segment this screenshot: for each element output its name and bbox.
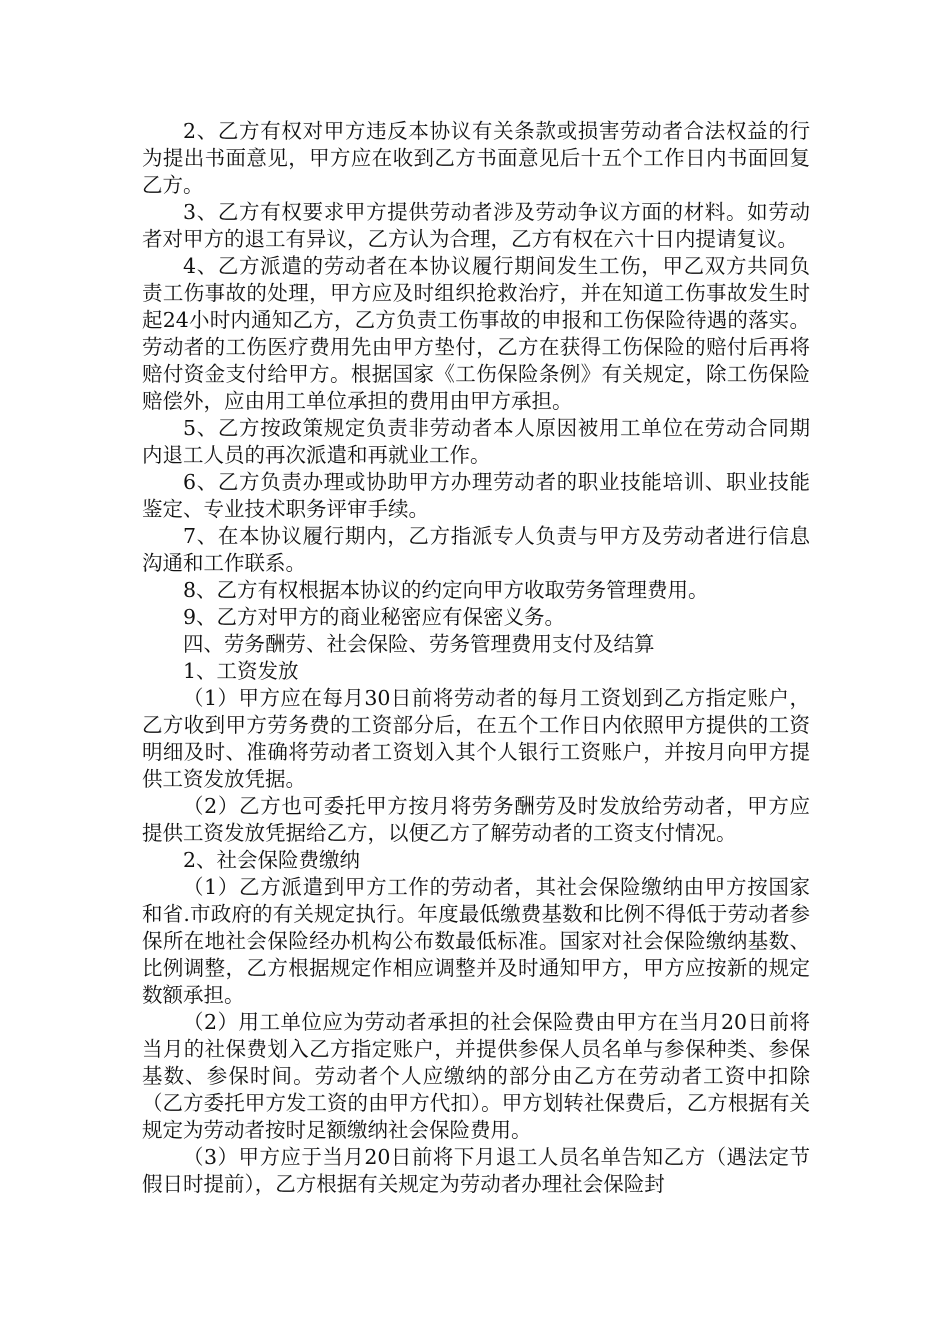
document-page xyxy=(142,118,810,1198)
clause-4: 4、乙方派遣的劳动者在本协议履行期间发生工伤，甲乙双方共同负责工伤事故的处理，甲方应及时组织抢救治疗，并在知道工伤事故发生时起24小时内通知乙方，乙方负责工伤事故的申报和工伤保险待遇的落实。劳动者的工伤医疗费用先由甲方垫付，乙方在获得工伤保险的赔付后再将赔付资金支付给甲方。根据国家《工伤保险条例》有关规定，除工伤保险赔偿外，应由用工单位承担的费用由甲方承担。 xyxy=(142,254,810,413)
social-insurance-item-1: （1）乙方派遣到甲方工作的劳动者，其社会保险缴纳由甲方按国家和省.市政府的有关规定执行。年度最低缴费基数和比例不得低于劳动者参保所在地社会保险经办机构公布数最低标准。国家对社会保险缴纳基数、比例调整，乙方根据规定作相应调整并及时通知甲方，甲方应按新的规定数额承担。 xyxy=(142,875,810,1007)
clause-9: 9、乙方对甲方的商业秘密应有保密义务。 xyxy=(183,605,566,629)
clause-2: 2、乙方有权对甲方违反本协议有关条款或损害劳动者合法权益的行为提出书面意见，甲方应在收到乙方书面意见后十五个工作日内书面回复乙方。 xyxy=(142,119,810,197)
clause-6: 6、乙方负责办理或协助甲方办理劳动者的职业技能培训、职业技能鉴定、专业技术职务评审手续。 xyxy=(142,470,810,521)
section-heading-4: 四、劳务酬劳、社会保险、劳务管理费用支付及结算 xyxy=(183,632,655,656)
social-insurance-item-3: （3）甲方应于当月20日前将下月退工人员名单告知乙方（遇法定节假日时提前），乙方根据有关规定为劳动者办理社会保险封 xyxy=(142,1145,810,1196)
clause-7: 7、在本协议履行期内，乙方指派专人负责与甲方及劳动者进行信息沟通和工作联系。 xyxy=(142,524,810,575)
social-insurance-item-2: （2）用工单位应为劳动者承担的社会保险费由甲方在当月20日前将当月的社保费划入乙方指定账户，并提供参保人员名单与参保种类、参保基数、参保时间。劳动者个人应缴纳的部分由乙方在劳动者工资中扣除（乙方委托甲方发工资的由甲方代扣）。甲方划转社保费后，乙方根据有关规定为劳动者按时足额缴纳社会保险费用。 xyxy=(142,1010,810,1142)
subsection-heading-social-insurance: 2、社会保险费缴纳 xyxy=(183,848,361,872)
clause-8: 8、乙方有权根据本协议的约定向甲方收取劳务管理费用。 xyxy=(183,578,709,602)
wages-item-1: （1）甲方应在每月30日前将劳动者的每月工资划到乙方指定账户，乙方收到甲方劳务费的工资部分后，在五个工作日内依照甲方提供的工资明细及时、准确将劳动者工资划入其个人银行工资账户，并按月向甲方提供工资发放凭据。 xyxy=(142,686,810,791)
clause-3: 3、乙方有权要求甲方提供劳动者涉及劳动争议方面的材料。如劳动者对甲方的退工有异议，乙方认为合理，乙方有权在六十日内提请复议。 xyxy=(142,200,810,251)
clause-5: 5、乙方按政策规定负责非劳动者本人原因被用工单位在劳动合同期内退工人员的再次派遣和再就业工作。 xyxy=(142,416,810,467)
wages-item-2: （2）乙方也可委托甲方按月将劳务酬劳及时发放给劳动者，甲方应提供工资发放凭据给乙方，以便乙方了解劳动者的工资支付情况。 xyxy=(142,794,810,845)
subsection-heading-wages: 1、工资发放 xyxy=(183,659,299,683)
